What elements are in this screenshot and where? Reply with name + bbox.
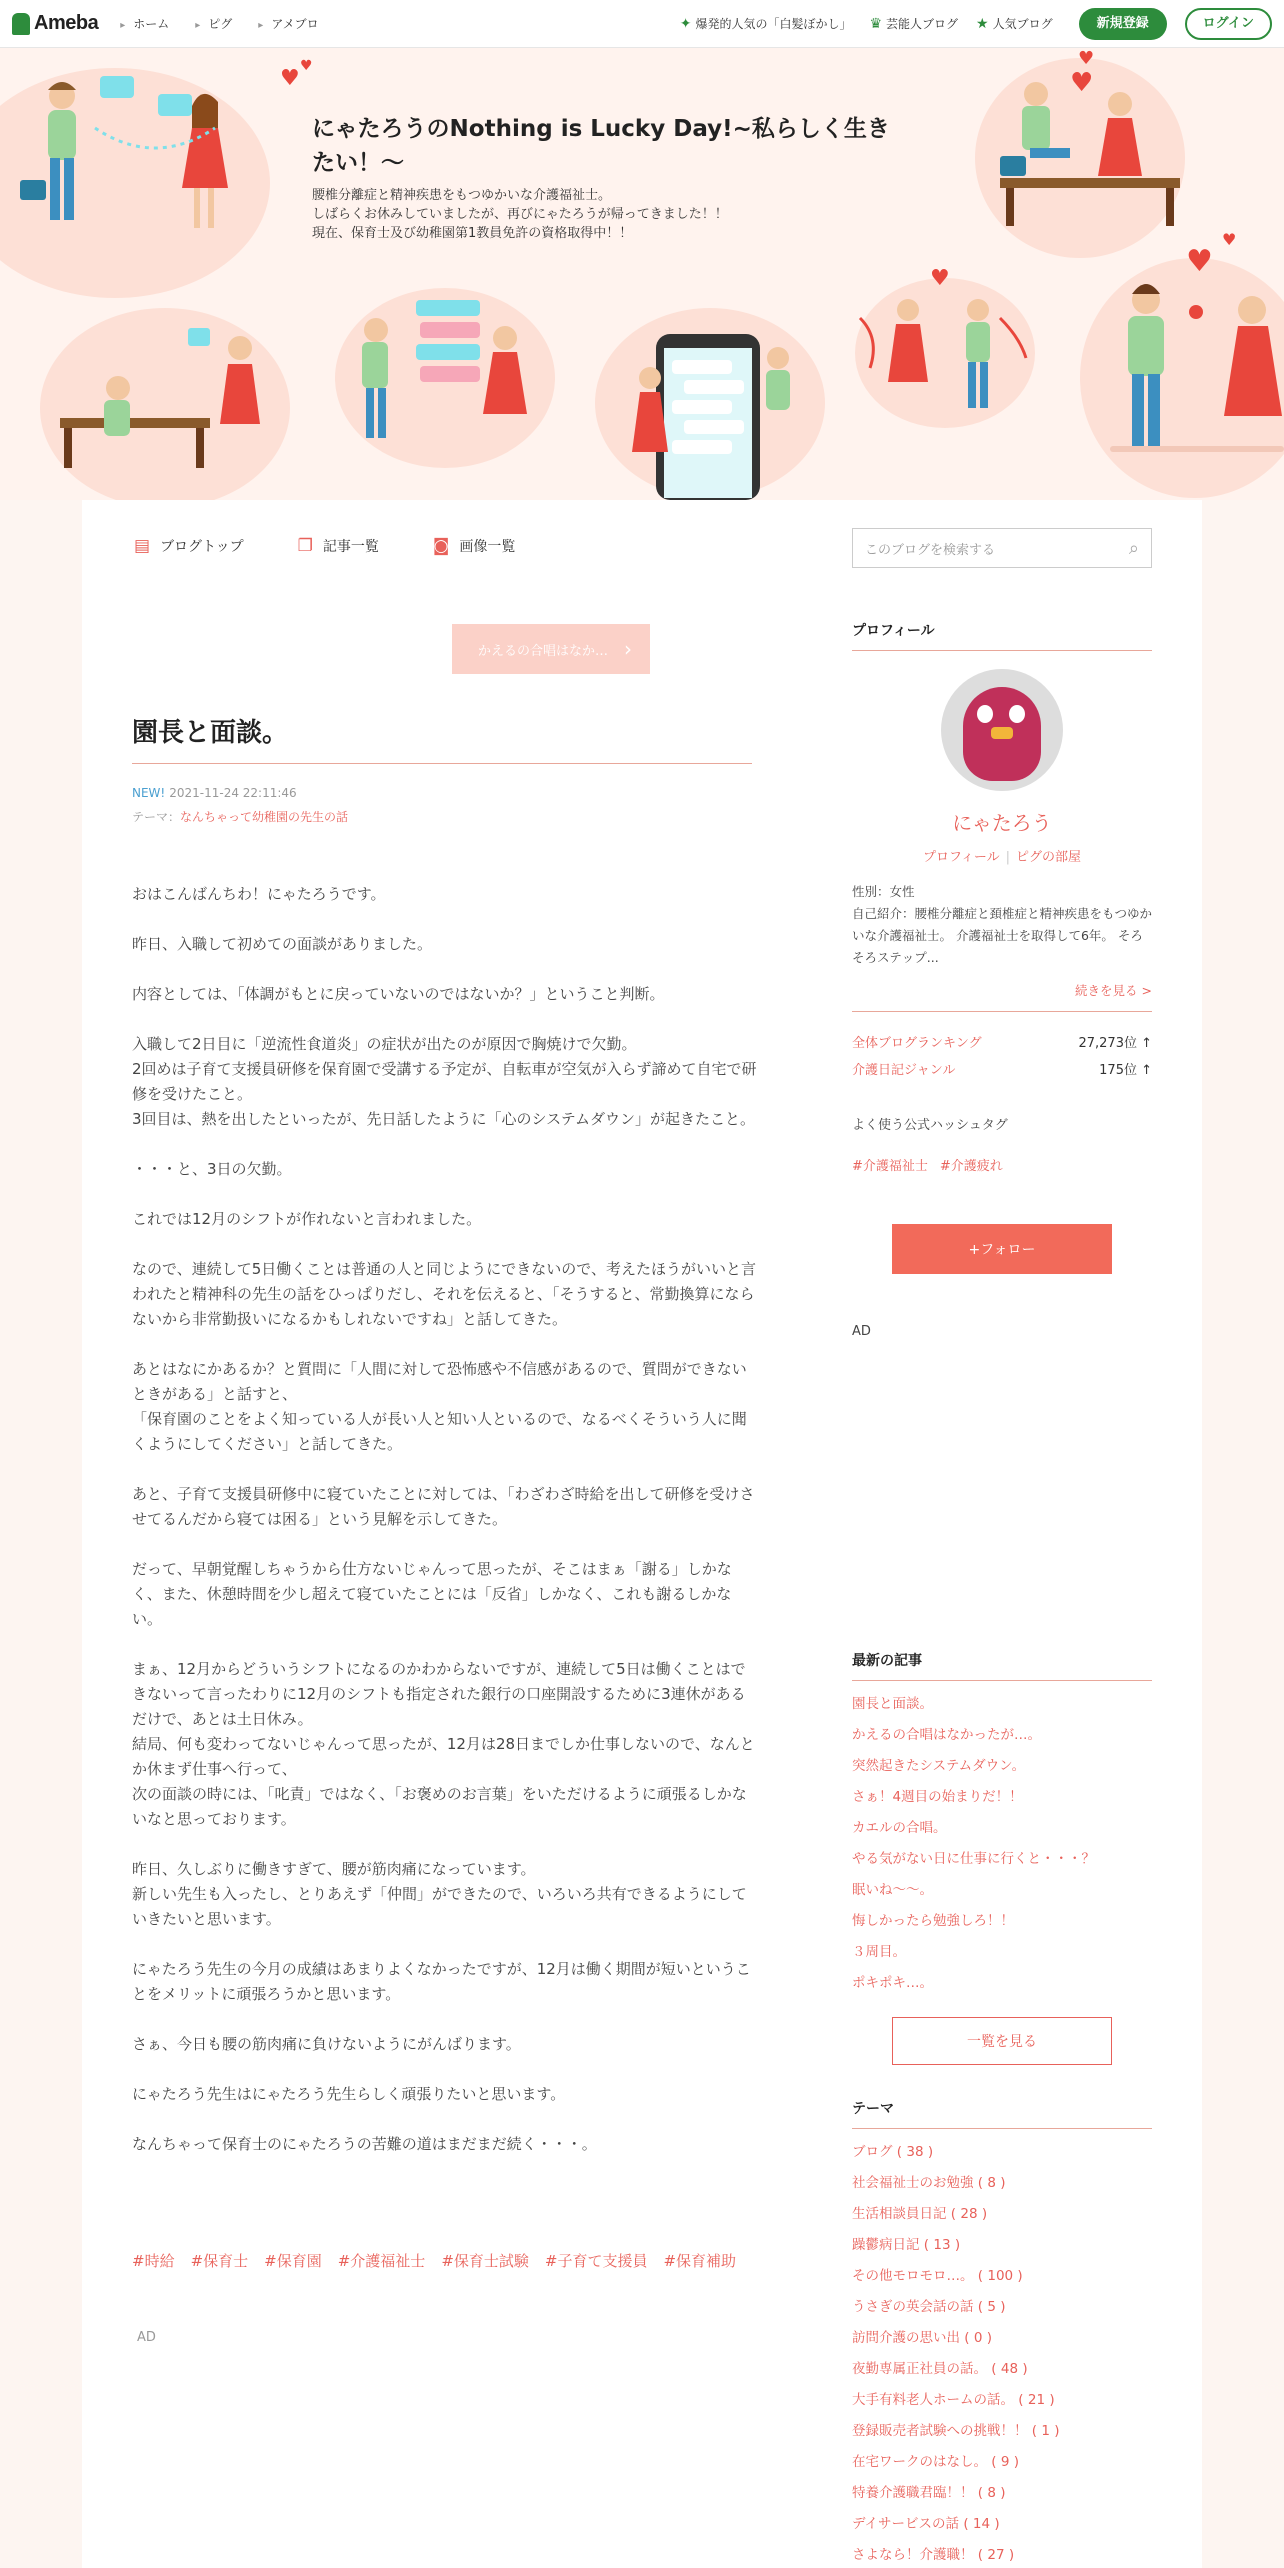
pig-room-link[interactable]: ピグの部屋 <box>1016 850 1082 865</box>
theme-list <box>852 2098 1152 2568</box>
prev-article-button[interactable]: かえるの合唱はなか… › <box>452 624 650 674</box>
theme-link[interactable]: 夜勤専属正社員の話。 ( 48 ) <box>852 2361 1028 2377</box>
search-icon[interactable]: ⌕ <box>1128 537 1139 559</box>
article-paragraph: あとはなにかあるか？と質問に「人間に対して恐怖感や不信感があるので、質問ができないときがある」と話すと、 「保育園のことをよく知っている人が長い人と知い人といるので、なるべくそういう人に聞くようにしてください」と話してきた。 <box>132 1360 747 1453</box>
recent-article-link[interactable]: 悔しかったら勉強しろ！！ <box>852 1913 1014 1929</box>
article-paragraph: なんちゃって保育士のにゃたろうの苦難の道はまだまだ続く・・・。 <box>132 2135 597 2153</box>
theme-link[interactable]: 大手有料老人ホームの話。 ( 21 ) <box>852 2392 1055 2408</box>
follow-button[interactable]: +フォロー <box>892 1224 1112 1274</box>
article-theme: テーマ：なんちゃって幼稚園の先生の話 <box>132 810 349 824</box>
recent-article-link[interactable]: ３周目。 <box>852 1944 906 1960</box>
article-paragraph: なので、連続して5日働くことは普通の人と同じようにできないので、考えたほうがいいと言われたと精神科の先生の話をひっぱりだし、それを伝えると、「そうすると、常勤換算にならないから非常勤扱いになるかもしれないですね」と話してきた。 <box>132 1260 756 1328</box>
heart-icon: ♥ <box>1070 68 1094 98</box>
document-icon: ▤ <box>134 536 151 556</box>
heart-icon: ♥ <box>1078 48 1095 69</box>
theme-heading: テーマ <box>852 2098 1152 2129</box>
camera-icon: ◙ <box>432 536 450 556</box>
article-theme-link[interactable]: なんちゃって幼稚園の先生の話 <box>180 810 349 824</box>
profile-intro: 自己紹介：腰椎分離症と頚椎症と精神疾患をもつゆかいな介護福祉士。 介護福祉士を取得して6年。 そろそろステップ... <box>852 906 1153 965</box>
article-body <box>132 882 757 2182</box>
ameba-logo[interactable]: Ameba <box>12 12 98 35</box>
recent-article-link[interactable]: ポキポキ…。 <box>852 1975 933 1991</box>
article-paragraph: ・・・と、3日の欠勤。 <box>132 1160 292 1178</box>
theme-link[interactable]: 訪問介護の思い出 ( 0 ) <box>852 2330 992 2346</box>
hashtag-link[interactable]: #保育士試験 <box>441 2252 529 2270</box>
theme-link[interactable]: デイサービスの話 ( 14 ) <box>852 2516 1000 2532</box>
theme-link[interactable]: ブログ ( 38 ) <box>852 2144 934 2160</box>
article-paragraph: これでは12月のシフトが作れないと言われました。 <box>132 1210 482 1228</box>
recent-article-link[interactable]: やる気がない日に仕事に行くと・・・？ <box>852 1851 1095 1867</box>
article-paragraph: だって、早朝覚醒しちゃうから仕方ないじゃんって思ったが、そこはまぁ「謝る」しかなく、また、休憩時間を少し超えて寝ていたことには「反省」しかなく、これも謝るしかない。 <box>132 1560 732 1628</box>
article-paragraph: 昨日、入職して初めての面談がありました。 <box>132 935 433 953</box>
blog-subnav <box>134 536 515 556</box>
crown-icon: ♛ <box>869 15 883 32</box>
image-list-link[interactable]: ◙ 画像一覧 <box>432 536 516 556</box>
recent-article-link[interactable]: 突然起きたシステムダウン。 <box>852 1758 1026 1774</box>
avatar-eye <box>977 705 993 723</box>
profile-heading: プロフィール <box>852 620 1152 651</box>
recent-article-link[interactable]: さぁ！4週目の始まりだ！！ <box>852 1789 1023 1805</box>
hashtag-link[interactable]: #保育士 <box>190 2252 249 2270</box>
article-paragraph: にゃたろう先生はにゃたろう先生らしく頑張りたいと思います。 <box>132 2085 566 2103</box>
avatar-beak <box>991 727 1013 739</box>
theme-link[interactable]: 社会福祉士のお勉強 ( 8 ) <box>852 2175 1006 2191</box>
global-nav <box>120 15 318 32</box>
blog-description: 腰椎分離症と精神疾患をもつゆかいな介護福祉士。 しばらくお休みしていましたが、再びにゃたろうが帰ってきました！！ 現在、保育士及び幼稚園第1教員免許の資格取得中！！ <box>312 188 728 241</box>
nav-home[interactable]: ▸ ホーム <box>120 15 169 32</box>
hashtag-link[interactable]: #介護疲れ <box>939 1159 1003 1174</box>
article-paragraph: まぁ、12月からどういうシフトになるのかわからないですが、連続して5日は働くことはできないって言ったわりに12月のシフトも指定された銀行の口座開設するために3連休があるだけで、あとは土日休み。 結局、何も変わってないじゃんって思ったが、12月は28日までしか仕事しないので、なんとか休まず仕事へ行って、 次の面談の時には、「叱責」ではなく、「お褒めのお言葉」をいただけるように頑張るしかないなと思っております。 <box>132 1660 755 1828</box>
ribbon-couple-illustration <box>860 299 1026 408</box>
profile-links <box>852 846 1152 865</box>
blog-title[interactable]: にゃたろうのNothing is Lucky Day!~私らしく生きたい！〜 <box>312 116 890 176</box>
register-button[interactable]: 新規登録 <box>1079 8 1167 40</box>
theme-link[interactable]: うさぎの英会話の話 ( 5 ) <box>852 2299 1006 2315</box>
profile-link[interactable]: プロフィール <box>922 850 1000 865</box>
hashtag-link[interactable]: #介護福祉士 <box>852 1159 928 1174</box>
heart-icon: ♥ <box>1222 230 1237 249</box>
recent-article-link[interactable]: 眠いね〜〜。 <box>852 1882 933 1898</box>
blog-search-input[interactable]: このブログを検索する ⌕ <box>852 528 1152 568</box>
see-all-button[interactable]: 一覧を見る <box>892 2017 1112 2065</box>
link-hair-feature[interactable]: ✦ 爆発的人気の「白髪ぼかし」 <box>679 15 852 32</box>
sparkle-icon: ✦ <box>679 15 692 32</box>
avatar[interactable] <box>941 669 1063 791</box>
bench-couple-illustration <box>60 328 260 468</box>
nav-ameblo[interactable]: ▸ アメブロ <box>258 15 318 32</box>
heart-icon: ♥ <box>300 58 313 74</box>
nav-pigg[interactable]: ▸ ピグ <box>195 15 232 32</box>
hashtag-link[interactable]: #保育補助 <box>663 2252 737 2270</box>
theme-link[interactable]: その他モロモロ…。 ( 100 ) <box>852 2268 1023 2284</box>
recent-list <box>852 1689 1152 1999</box>
theme-link[interactable]: 生活相談員日記 ( 28 ) <box>852 2206 988 2222</box>
ranking-row[interactable]: 介護日記ジャンル 175位 ↑ <box>852 1063 1152 1078</box>
chat-couple-illustration <box>362 300 527 438</box>
theme-link[interactable]: 在宅ワークのはなし。 ( 9 ) <box>852 2454 1019 2470</box>
heart-icon: ♥ <box>1186 244 1213 279</box>
link-popular-blogs[interactable]: ★ 人気ブログ <box>976 15 1053 32</box>
recent-article-link[interactable]: かえるの合唱はなかったが…。 <box>852 1727 1041 1743</box>
bench-couple-top-right-illustration <box>1000 82 1180 226</box>
article-list-link[interactable]: ❐ 記事一覧 <box>297 536 379 556</box>
global-header <box>0 0 1284 48</box>
ameba-logo-icon <box>12 13 30 35</box>
heart-icon: ♥ <box>930 266 950 291</box>
heart-icon: ♥ <box>280 66 300 91</box>
rose-couple-illustration <box>1110 284 1284 452</box>
hashtag-link[interactable]: #時給 <box>132 2252 175 2270</box>
official-hashtags <box>852 1155 1152 1174</box>
article-tags <box>132 2250 736 2271</box>
theme-link[interactable]: 登録販売者試験への挑戦！！ ( 1 ) <box>852 2423 1060 2439</box>
article-paragraph: あと、子育て支援員研修中に寝ていたことに対しては、「わざわざ時給を出して研修を受けさせてるんだから寝ては困る」という見解を示してきた。 <box>132 1485 755 1528</box>
divider: | <box>1005 850 1011 865</box>
article-meta <box>132 786 297 800</box>
avatar-eye <box>1009 705 1025 723</box>
article-datetime: 2021-11-24 22:11:46 <box>169 786 297 800</box>
new-badge: NEW! <box>132 786 166 800</box>
pink-bird-avatar-icon <box>963 687 1041 781</box>
hashtag-link[interactable]: #子育て支援員 <box>544 2252 648 2270</box>
recent-articles <box>852 1650 1152 2065</box>
profile-info <box>852 881 1152 969</box>
header-right <box>680 8 1272 40</box>
hashtag-link[interactable]: #保育園 <box>264 2252 322 2270</box>
article-paragraph: にゃたろう先生の今月の成績はあまりよくなかったですが、12月は働く期間が短いということをメリットに頑張ろうかと思います。 <box>132 1960 751 2003</box>
recent-heading: 最新の記事 <box>852 1650 1152 1681</box>
pages-icon: ❐ <box>297 536 313 556</box>
read-more-link[interactable]: 続きを見る > <box>852 981 1152 1012</box>
sidebar-profile <box>852 620 1152 1339</box>
profile-nickname[interactable]: にゃたろう <box>952 811 1052 835</box>
ad-label: AD <box>137 2330 156 2345</box>
chevron-right-icon: › <box>624 637 633 661</box>
login-button[interactable]: ログイン <box>1185 8 1272 40</box>
content-card <box>82 500 1202 2568</box>
star-icon: ★ <box>976 15 989 32</box>
article-paragraph: 内容としては、「体調がもとに戻っていないのではないか？」ということ判断。 <box>132 985 665 1003</box>
recent-article-link[interactable]: カエルの合唱。 <box>852 1820 947 1836</box>
phone-illustration <box>632 334 790 500</box>
theme-items <box>852 2137 1152 2568</box>
hashtag-link[interactable]: #介護福祉士 <box>337 2252 426 2270</box>
recent-article-link[interactable]: 園長と面談。 <box>852 1696 933 1712</box>
couple-phones-illustration <box>20 76 228 228</box>
article-paragraph: 昨日、久しぶりに働きすぎて、腰が筋肉痛になっています。 新しい先生も入ったし、とりあえず「仲間」ができたので、いろいろ共有できるようにしていきたいと思います。 <box>132 1860 747 1928</box>
profile-gender: 性別：女性 <box>852 884 915 899</box>
link-celebrity-blogs[interactable]: ♛ 芸能人ブログ <box>869 15 959 32</box>
article-paragraph: おはこんばんちわ！にゃたろうです。 <box>132 885 386 903</box>
theme-link[interactable]: さよなら！介護職！ ( 27 ) <box>852 2547 1015 2563</box>
blog-header <box>0 48 1284 500</box>
article-title: 園長と面談。 <box>132 712 752 764</box>
hashtag-heading: よく使う公式ハッシュタグ <box>852 1118 1008 1133</box>
article-paragraph: 入職して2日目に「逆流性食道炎」の症状が出たのが原因で胸焼けで欠勤。 2回めは子育て支援員研修を保育園で受講する予定が、自転車が空気が入らず諦めて自宅で研修を受けたこと。 3回目は、熱を出したといったが、先日話したように「心のシステムダウン」が起きたこと。 <box>132 1035 757 1128</box>
ranking-row[interactable]: 全体ブログランキング 27,273位 ↑ <box>852 1036 1152 1051</box>
blog-top-link[interactable]: ▤ ブログトップ <box>134 536 244 556</box>
ad-label: AD <box>852 1324 871 1339</box>
theme-link[interactable]: 特養介護職君臨！！ ( 8 ) <box>852 2485 1006 2501</box>
article-paragraph: さぁ、今日も腰の筋肉痛に負けないようにがんばります。 <box>132 2035 521 2053</box>
theme-link[interactable]: 躁鬱病日記 ( 13 ) <box>852 2237 961 2253</box>
